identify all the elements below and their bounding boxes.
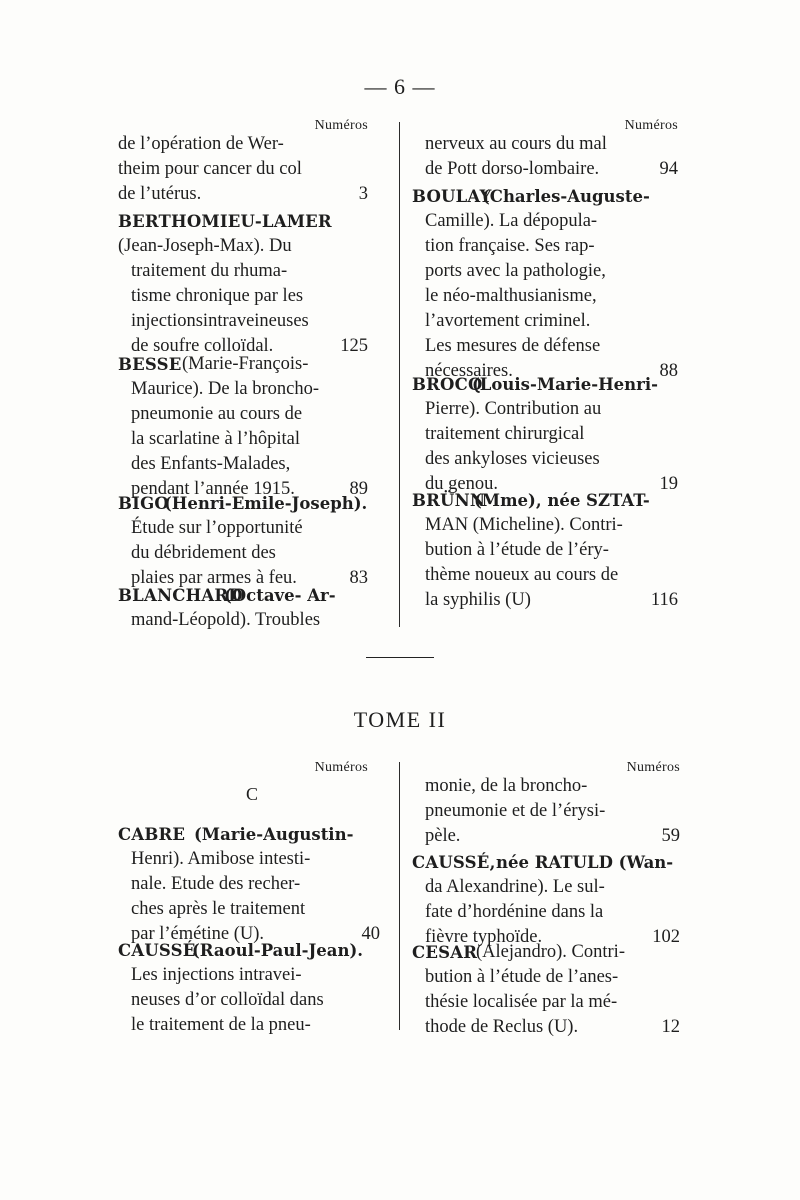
entry-number: 116 [650, 590, 678, 610]
entry-line: injectionsintraveineuses [131, 311, 309, 331]
entry-line: née RATULD (Wan- [496, 853, 674, 872]
entry-line: (Octave- Ar- [224, 586, 336, 605]
tome1-right-column [412, 118, 678, 633]
entry-line: bution à l’étude de l’éry- [425, 540, 609, 560]
entry-line: l’avortement criminel. [425, 311, 591, 331]
entry-line: pneumonie et de l’érysi- [425, 801, 606, 821]
entry-line: monie, de la broncho- [425, 776, 588, 796]
entry-line: fièvre typhoïde. [425, 927, 543, 947]
entry-line: du genou. [425, 474, 498, 494]
entry-line: traitement du rhuma- [131, 261, 288, 281]
entry-number: 125 [340, 336, 368, 356]
entry-line: Pierre). Contribution au [425, 399, 602, 419]
entry-line: fate d’hordénine dans la [425, 902, 604, 922]
column-header: Numéros [624, 118, 678, 133]
entry-number: 94 [659, 159, 678, 179]
entry-line: (Henri-Emile-Joseph). [164, 494, 368, 513]
author-name: BLANCHARD [118, 586, 243, 605]
entry-line: MAN (Micheline). Contri- [425, 515, 623, 535]
entry-line: da Alexandrine). Le sul- [425, 877, 605, 897]
entry-line: des Enfants-Malades, [131, 454, 291, 474]
entry-line: Étude sur l’opportunité [131, 518, 303, 538]
entry-line: nale. Etude des recher- [131, 874, 301, 894]
author-name: BIGO [118, 494, 169, 513]
column-header: Numéros [314, 760, 368, 775]
entry-line: Maurice). De la broncho- [131, 379, 319, 399]
entry-line: pèle. [425, 826, 461, 846]
column-divider [399, 122, 400, 627]
entry-line: de l’opération de Wer- [118, 134, 284, 154]
entry-line: pendant l’année 1915. [131, 479, 295, 499]
entry-line: (Marie-Augustin- [194, 825, 354, 844]
entry-line: (Charles-Auguste- [482, 187, 650, 206]
author-name: CAUSSÉ [118, 941, 196, 960]
entry-number: 83 [349, 568, 368, 588]
entry-line: (Louis-Marie-Henri- [472, 375, 658, 394]
section-letter: C [246, 784, 259, 804]
entry-number: 102 [652, 927, 680, 947]
entry-number: 59 [661, 826, 680, 846]
author-name: CAUSSÉ, [412, 853, 496, 872]
tome1-left-column [118, 118, 368, 633]
column-header: Numéros [626, 760, 680, 775]
author-name: BRÜNN [412, 491, 486, 510]
entry-line: neuses d’or colloïdal dans [131, 990, 324, 1010]
entry-number: 88 [659, 361, 678, 381]
entry-line: bution à l’étude de l’anes- [425, 967, 619, 987]
entry-line: tisme chronique par les [131, 286, 304, 306]
entry-line: thésie localisée par la mé- [425, 992, 618, 1012]
entry-line: la syphilis (U) [425, 590, 531, 610]
entry-line: la scarlatine à l’hôpital [131, 429, 300, 449]
entry-line: Les injections intravei- [131, 965, 302, 985]
entry-line: (Raoul-Paul-Jean). [192, 941, 364, 960]
entry-line: nerveux au cours du mal [425, 134, 607, 154]
entry-line: (Alejandro). Contri- [476, 942, 625, 962]
entry-line: ports avec la pathologie, [425, 261, 606, 281]
entry-line: plaies par armes à feu. [131, 568, 297, 588]
entry-line: des ankyloses vicieuses [425, 449, 600, 469]
author-name: BROCQ [412, 375, 483, 394]
column-header: Numéros [314, 118, 368, 133]
entry-line: thode de Reclus (U). [425, 1017, 579, 1037]
author-name: BERTHOMIEU-LAMER [118, 212, 332, 231]
entry-number: 89 [349, 479, 368, 499]
entry-line: nécessaires. [425, 361, 513, 381]
entry-number: 40 [361, 924, 380, 944]
column-divider [399, 762, 400, 1030]
entry-line: ches après le traitement [131, 899, 306, 919]
entry-line: par l’émétine (U). [131, 924, 265, 944]
entry-line: le traitement de la pneu- [131, 1015, 311, 1035]
entry-line: traitement chirurgical [425, 424, 585, 444]
entry-line: (Marie-François- [182, 354, 309, 374]
entry-line: le néo-malthusianisme, [425, 286, 597, 306]
entry-line: thème noueux au cours de [425, 565, 619, 585]
entry-line: Les mesures de défense [425, 336, 601, 356]
section-divider [366, 657, 434, 658]
entry-number: 19 [659, 474, 678, 494]
author-name: CESAR [412, 943, 478, 962]
tome-heading: TOME II [353, 707, 447, 732]
entry-line: (Jean-Joseph-Max). Du [118, 236, 292, 256]
entry-number: 3 [358, 184, 368, 204]
author-name: BOULAY [412, 187, 492, 206]
entry-line: tion française. Ses rap- [425, 236, 595, 256]
entry-number: 12 [661, 1017, 680, 1037]
entry-line: du débridement des [131, 543, 276, 563]
entry-line: theim pour cancer du col [118, 159, 302, 179]
tome2-right-column [412, 760, 680, 1040]
entry-line: de soufre colloïdal. [131, 336, 274, 356]
entry-line: (Mme), née SZTAT- [474, 491, 650, 510]
tome2-left-column [118, 760, 380, 1040]
author-name: CABRE [118, 825, 186, 844]
entry-line: de l’utérus. [118, 184, 202, 204]
entry-line: Camille). La dépopula- [425, 211, 598, 231]
entry-line: Henri). Amibose intesti- [131, 849, 311, 869]
entry-line: de Pott dorso-lombaire. [425, 159, 600, 179]
page-number: — 6 — [364, 74, 436, 99]
author-name: BESSE [118, 355, 182, 374]
entry-line: pneumonie au cours de [131, 404, 303, 424]
entry-line: mand-Léopold). Troubles [131, 610, 321, 630]
